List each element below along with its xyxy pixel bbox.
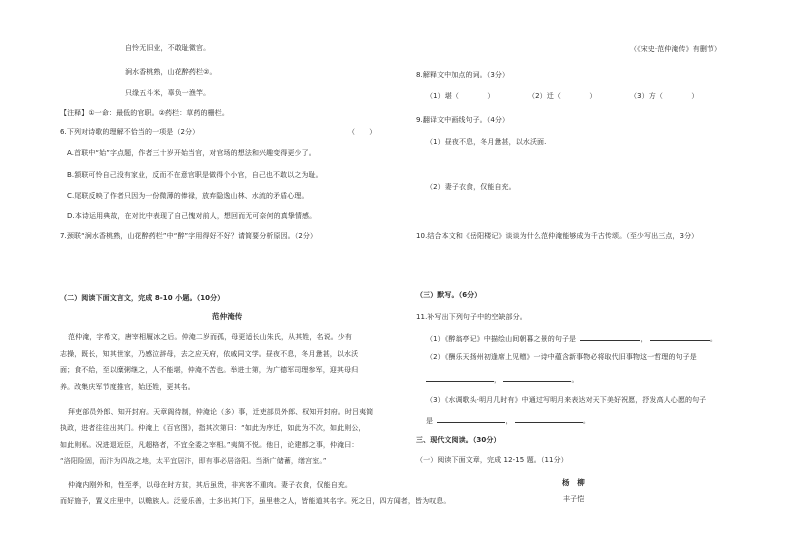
q11-item-1-text: （1）《醉翁亭记》中描绘山间朝暮之景的句子是 xyxy=(426,335,577,343)
section-3-title: （三）默写。（6分） xyxy=(416,291,482,299)
answer-blank[interactable] xyxy=(426,374,494,382)
question-11: 11.补写出下列句子中的空缺部分。 xyxy=(416,313,527,321)
passage-p1-line-3: 面；食不给，至以糜粥继之，人不能堪，仲淹不苦也。举进士第，为广德军司理参军，迎其母归 xyxy=(60,366,359,374)
q9-sentence-1: （1）昼夜不息，冬月惫甚，以水沃面. xyxy=(426,138,547,146)
section-2-title: （二）阅读下面文言文，完成 8-10 小题。（10分） xyxy=(60,294,225,302)
q11-item-3-prefix: 是 xyxy=(426,417,434,425)
answer-blank[interactable] xyxy=(437,415,505,423)
question-9: 9.翻译文中画线句子。（4分） xyxy=(416,116,510,124)
passage-p3-line-2: 而好施予，置义庄里中，以赡族人。泛爱乐善，士多出其门下，虽里巷之人，皆能道其名字。死之日，四方闻者，皆为叹息。 xyxy=(60,497,451,505)
q6-option-c: C.尾联反映了作者只因为一份微薄的俸禄，放弃隐逸山林、水流的矛盾心理。 xyxy=(67,192,309,200)
poem-line-3: 只缘五斗米，辜负一渔竿。 xyxy=(125,89,211,97)
q11-item-1: （1）《醉翁亭记》中描绘山间朝暮之景的句子是 ， 。 xyxy=(426,335,718,343)
q6-option-a: A.首联中“始”字点题，作者三十岁开始当官，对官场的想法和兴趣变得更少了。 xyxy=(67,149,316,157)
q11-item-3: （3）《水调歌头·明月几时有》中通过写明月来表达对天下美好祝愿，抒发高人心愿的句子 xyxy=(426,396,707,404)
answer-blank[interactable] xyxy=(650,333,710,341)
question-6-answer-bracket: （ ） xyxy=(348,128,377,136)
passage-p2-line-4: “洛阳险固，而汴为四战之地，太平宜居汴，即有事必居洛阳。当渐广储蓄，缮宫室。” xyxy=(60,457,327,465)
article-author: 丰子恺 xyxy=(563,495,585,503)
passage-p2-line-3: 如此则私。况进退近臣，凡超格者，不宜全委之宰相。”夷简不悦。他日，论建都之事，仲淹曰： xyxy=(60,441,359,449)
passage-p1-line-4: 养。改集庆军节度推官，始还姓，更其名。 xyxy=(60,383,195,391)
q6-option-d: D.本诗运用典故，在对比中表现了自己愧对前人，想回而无可奈何的真挚情感。 xyxy=(67,212,317,220)
passage-title: 范仲淹传 xyxy=(212,312,243,321)
passage-p2-line-1: 拜吏部员外郎、知开封府。天章阁待制，仲淹论（多）事，迁吏部员外郎、权知开封府。时吕夷简 xyxy=(68,408,374,416)
question-8: 8.解释文中加点的词。（3分） xyxy=(416,71,510,79)
passage-p1-line-2: 志操，既长，知其世家，乃感泣辞母，去之应天府，依戚同文学。昼夜不息，冬月惫甚，以水沃 xyxy=(60,350,359,358)
answer-blank[interactable] xyxy=(503,374,571,382)
poem-line-2: 涧水香桃熟，山花醉药栏②。 xyxy=(125,68,217,76)
part-3-title: 三、现代文阅读。（30分） xyxy=(416,436,501,444)
poem-line-1: 自怜无旧业，不敢耻微官。 xyxy=(125,44,211,52)
article-title: 杨 柳 xyxy=(562,478,585,487)
q11-item-3-blanks: 是 ， 。 xyxy=(426,417,590,425)
q8-item-3: （3）方（ ） xyxy=(630,92,699,100)
passage-p2-line-2: 执政，进者往往出其门。仲淹上《百官图》，指其次第曰：“如此为序迁，如此为不次，如此则公， xyxy=(60,424,366,432)
question-10: 10.结合本文和《岳阳楼记》谈谈为什么范仲淹能够成为千古传颂。（至少写出三点，3分） xyxy=(416,232,699,240)
q11-item-2: （2）《酬乐天扬州初逢席上见赠》一诗中蕴含新事物必将取代旧事物这一哲理的句子是 xyxy=(426,353,697,361)
q6-option-b: B.颔联可怜自己没有家业，反而不在意官职是做得个小官，自己也不敢以之为耻。 xyxy=(67,171,323,179)
question-7: 7.颈联“涧水香桃熟，山花醉药栏”中“醉”字用得好不好？请简要分析原因。（2分） xyxy=(60,232,318,240)
passage-p1-line-1: 范仲淹，字希文，唐宰相履冰之后。仲淹二岁而孤，母更适长山朱氏，从其姓，名说。少有 xyxy=(68,333,352,341)
part-3-subtitle: （一）阅读下面文章，完成 12-15 题。（11分） xyxy=(416,456,568,464)
q9-sentence-2: （2）妻子衣食，仅能自充。 xyxy=(426,183,516,191)
answer-blank[interactable] xyxy=(580,333,640,341)
answer-blank[interactable] xyxy=(515,415,583,423)
annotation-note: 【注释】①一命：最低的官职。②药栏：草药的栅栏。 xyxy=(60,109,229,117)
passage-source: （《宋史·范仲淹传》有删节） xyxy=(630,45,722,53)
passage-p3-line-1: 仲淹内刚外和，性至孝，以母在时方贫，其后虽贵，非宾客不重肉。妻子衣食，仅能自充。 xyxy=(68,481,352,489)
q11-item-2-blanks: ， 。 xyxy=(426,374,579,385)
q8-item-1: （1）堪（ ） xyxy=(426,92,495,100)
q8-item-2: （2）迁（ ） xyxy=(528,92,597,100)
question-6: 6.下列对诗歌的理解不恰当的一项是（2分） xyxy=(60,128,200,136)
